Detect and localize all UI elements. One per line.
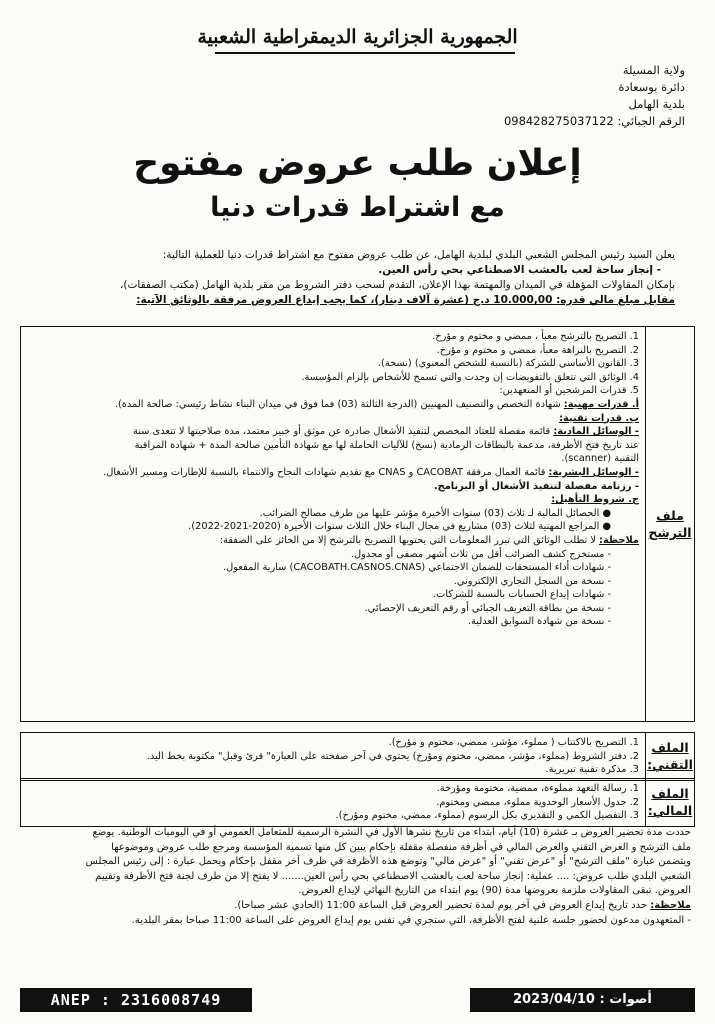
republic-header: الجمهورية الجزائرية الديمقراطية الشعبية xyxy=(197,26,518,48)
qualification-item: ● المراجع المهنية لثلاث (03) مشاريع في مجال البناء خلال الثلاث سنوات الأخيرة (2020-2021-2022). xyxy=(188,521,611,533)
financial-item: 1. رسالة التعهد مملوءة، ممضية، مختومة ومؤرخة. xyxy=(436,783,639,794)
closing-line: ويتضمن عبارة "ملف الترشح" أو "عرض تقني" أو "عرض مالي" وتوضع هذه الأظرفة في ظرف آخر مقفل بإحكام ويحمل عبارة : إلى رئيس المجلس xyxy=(85,856,691,868)
closing-block xyxy=(26,826,691,928)
intro-line-3: مقابل مبلغ مالي قدره: 10.000,00 د.ج (عشرة آلاف دينار)، كما يجب إيداع العروض مرفقة بالوثائق الآتية: xyxy=(136,294,675,306)
note-item: - شهادات إيداع الحسابات بالنسبة للشركات. xyxy=(433,589,611,601)
technical-capacity-heading: ب. قدرات تقنية: xyxy=(559,412,639,424)
closing-note: ملاحظة: حدد تاريخ إيداع العروض في آخر يوم لمدة تحضير العروض قبل الساعة 11:00 (الحادي عشر صباحا). xyxy=(234,899,691,911)
candidacy-label: ملف الترشح xyxy=(646,327,695,722)
note-item: - نسخة من شهادة السوابق العدلية. xyxy=(467,616,611,628)
financial-section xyxy=(20,778,695,827)
human-means: - الوسائل البشرية: قائمة العمال مرفقة CACOBAT و CNAS مع تقديم شهادات النجاح والانتماء بالنسبة للإطارات ومسير الأشغال. xyxy=(103,466,639,478)
technical-content xyxy=(21,733,646,781)
publication-source-date: أصوات : 2023/04/10 xyxy=(470,988,695,1012)
intro-line-2: بإمكان المقاولات المؤهلة في الميدان والمهتمة بهذا الإعلان، التقدم لسحب دفتر الشروط من مقر بلدية الهامل (مكتب الصفقات)، xyxy=(120,279,675,291)
closing-last-line: - المتعهدون مدعون لحضور جلسة علنية لفتح الأظرفة، التي ستجري في نفس يوم إيداع العروض على الساعة 11:00 صباحا بمقر البلدية. xyxy=(131,914,691,926)
candidacy-section xyxy=(20,326,695,722)
project-name: - إنجاز ساحة لعب بالعشب الاصطناعي بحي رأس العين. xyxy=(378,264,661,276)
financial-label: الملف المالي: xyxy=(646,779,695,827)
header-underline xyxy=(215,52,515,54)
financial-content xyxy=(21,779,646,827)
candidacy-item: 2. التصريح بالنزاهة معبأ، ممضي و مختوم و مؤرخ. xyxy=(436,344,639,356)
admin-line-commune: بلدية الهامل xyxy=(628,97,685,111)
qualification-item: ● الحصائل المالية لـ ثلاث (03) سنوات الأخيرة مؤشر عليها من طرف مصالح الضرائب. xyxy=(259,507,611,519)
candidacy-note: ملاحظة: لا تطلب الوثائق التي تبرر المعلومات التي يحتويها التصريح بالترشح إلا من الحائز على الصفقة: xyxy=(219,534,639,546)
candidacy-item: 3. القانون الأساسي للشركة (بالنسبة للشخص المعنوي) (نسخة). xyxy=(377,358,639,370)
closing-line: العروض. تبقى المقاولات ملزمة بعروضها مدة (90) يوم ابتداء من التاريخ النهائي لإيداع العروض. xyxy=(298,885,691,897)
material-means: - الوسائل المادية: قائمة مفصلة للعتاد المخصص لتنفيذ الأشغال صادرة عن موثق أو خبير معتمد، مدة صلاحيتها لا تتعدى سنة xyxy=(133,426,639,438)
technical-section xyxy=(20,732,695,781)
qualification-heading: ج. شروط التأهيل: xyxy=(551,494,639,506)
technical-item: 3. مذكرة تقنية تبريرية. xyxy=(545,764,639,776)
admin-line-wilaya: ولاية المسيلة xyxy=(622,63,685,77)
financial-item: 3. التفصيل الكمي و التقديري بكل الرسوم (مملوء، ممضي، مختوم ومؤرخ). xyxy=(335,810,639,822)
candidacy-content xyxy=(21,327,646,722)
financial-item: 2. جدول الأسعار الوحدوية مملوء، ممضي ومختوم. xyxy=(436,796,639,808)
schedule-item: - رزنامة مفصلة لتنفيذ الأشغال أو البرنامج. xyxy=(433,480,639,492)
note-item: - نسخة من السجل التجاري الإلكتروني. xyxy=(453,575,611,587)
candidacy-item: 1. التصريح بالترشح معبأ ، ممضي و مختوم و مؤرخ. xyxy=(432,331,639,342)
candidacy-item: 4. الوثائق التي تتعلق بالتفويضات إن وجدت والتي تسمح للأشخاص بإلزام المؤسسة. xyxy=(301,371,639,383)
technical-item: 1. التصريح بالاكتتاب ( مملوء، مؤشر، ممضي، مختوم و مؤرخ). xyxy=(388,737,639,748)
closing-line: الشعبي البلدي طلب عروض: .... عملية: إنجاز ساحة لعب بالعشب الاصطناعي بحي رأس العين....... لا يفتح إلا من طرف لجنة فتح الأظرفة وتقييم xyxy=(95,870,691,882)
admin-line-daira: دائرة بوسعادة xyxy=(618,80,685,94)
anep-reference: ANEP : 2316008749 xyxy=(20,988,252,1012)
technical-item: 2. دفتر الشروط (مملوء، مؤشر، ممضي، مختوم ومؤرخ) يحتوي في آخر صفحته على العبارة" قرئ وقبل" مكتوبة بخط اليد. xyxy=(146,750,639,762)
professional-capacity: أ. قدرات مهنية: شهادة التخصص والتصنيف المهنيين (الدرجة الثالثة (03) فما فوق في ميدان البناء نشاط رئيسي: صالحة المدة). xyxy=(114,398,639,410)
main-title: إعلان طلب عروض مفتوح xyxy=(133,143,582,184)
technical-label: الملف التقني: xyxy=(646,733,695,781)
note-item: - مستخرج كشف الضرائب أقل من ثلاث أشهر مصفى أو مجدول. xyxy=(350,548,611,560)
material-means-cont: عند تاريخ فتح الأظرفة، مدعمة بالبطاقات الرمادية (نسخ) للآليات الحاملة لها مع شهادة التأمين صالحة المدة + شهادة المراقبة xyxy=(134,439,639,451)
admin-block xyxy=(504,62,685,130)
note-item: - نسخة من بطاقة التعريف الجبائي أو رقم التعريف الإحصائي. xyxy=(364,602,611,614)
admin-line-tax-id: الرقم الجبائي: 098428275037122 xyxy=(503,114,685,128)
closing-line: ملف الترشح و العرض التقني والعرض المالي في أظرفة منفصلة مقفلة بإحكام يبين كل منها تسمية المؤسسة ومرجع طلب عروض وموضوعها xyxy=(111,841,691,853)
closing-line: حددت مدة تحضير العروض بـ عشرة (10) أيام، ابتداء من تاريخ نشرها الأول في النشرة الرسمية للمتعامل العمومي أو في اليوميات الوطنية. يوضع xyxy=(92,827,691,838)
intro-block xyxy=(35,248,675,308)
candidacy-item: 5. قدرات المرشحين أو المتعهدين: xyxy=(499,385,639,397)
note-item: - شهادات أداء المستحقات للضمان الاجتماعي (CACOBATH.CASNOS.CNAS) سارية المفعول. xyxy=(223,562,611,574)
intro-line-1: يعلن السيد رئيس المجلس الشعبي البلدي لبلدية الهامل، عن طلب عروض مفتوح مع اشتراط قدرات دنيا للعملية التالية: xyxy=(162,249,675,261)
material-means-cont: التقنية (scanner). xyxy=(561,453,639,465)
sub-title: مع اشتراط قدرات دنيا xyxy=(210,192,505,223)
